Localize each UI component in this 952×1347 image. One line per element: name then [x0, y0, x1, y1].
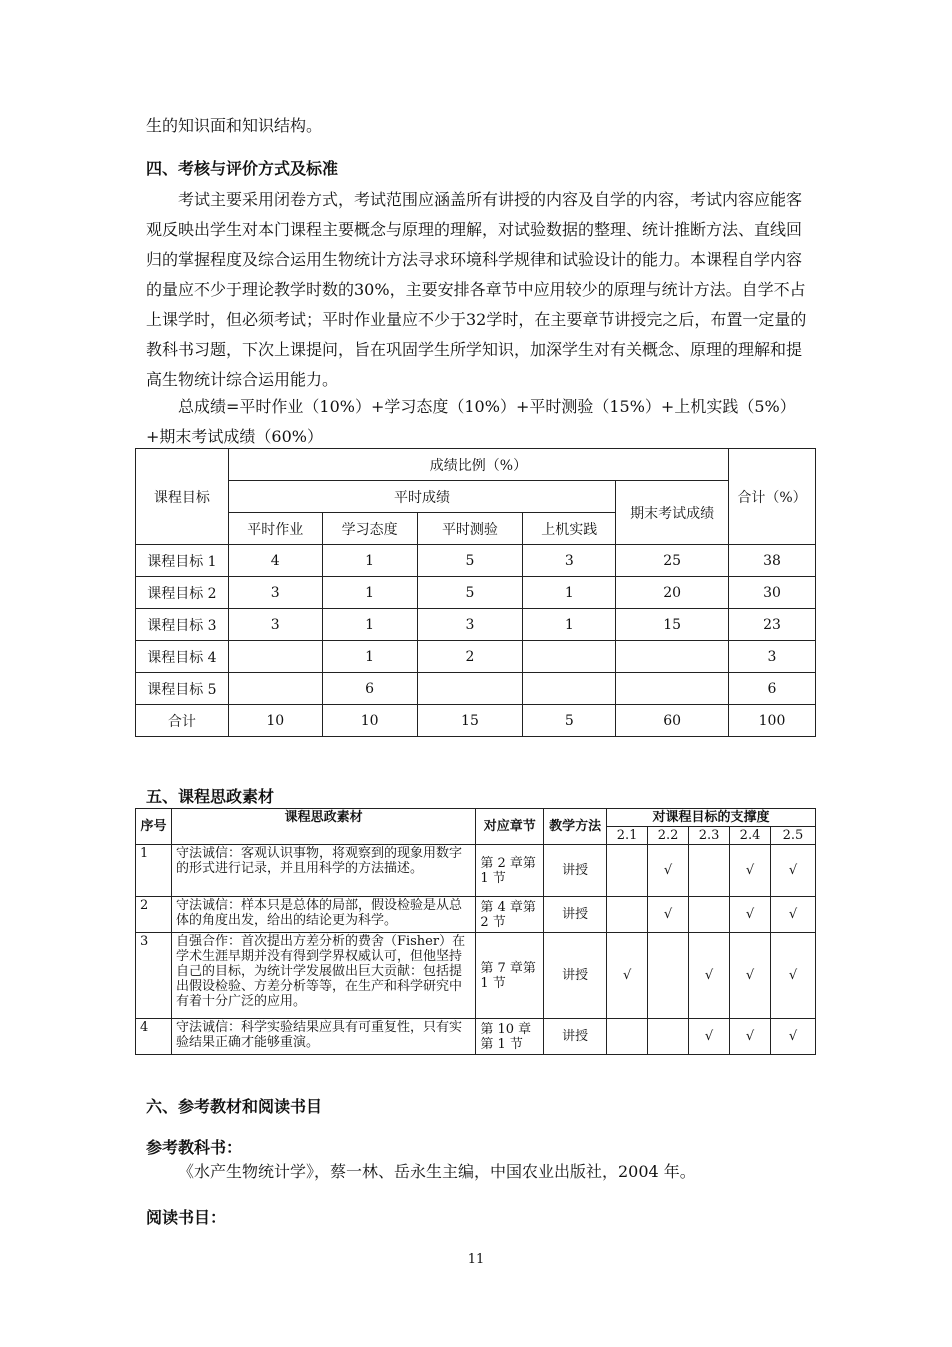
header-no: 序号 — [136, 809, 172, 845]
header-quiz: 平时测验 — [417, 513, 523, 545]
intro-fragment: 生的知识面和知识结构。 — [146, 116, 323, 135]
header-lab: 上机实践 — [523, 513, 616, 545]
textbook-entry: 《水产生物统计学》，蔡一林、岳永生主编，中国农业出版社，2004 年。 — [178, 1162, 696, 1181]
textbook-label: 参考教科书： — [146, 1138, 243, 1157]
header-final: 期末考试成绩 — [616, 481, 729, 545]
header-attitude: 学习态度 — [322, 513, 417, 545]
goal-col-2-4: 2.4 — [730, 827, 771, 845]
table-row: 1 守法诚信：客观认识事物，将观察到的现象用数字的形式进行记录，并且用科学的方法描述。 第 2 章第 1 节 讲授 √ √ √ — [136, 845, 816, 897]
table-row: 课程目标 3 3 1 3 1 15 23 — [136, 609, 816, 641]
table-row: 课程目标 4 1 2 3 — [136, 641, 816, 673]
header-material: 课程思政素材 — [171, 809, 475, 845]
table-row: 课程目标 5 6 6 — [136, 673, 816, 705]
reading-label: 阅读书目： — [146, 1208, 227, 1227]
goal-col-2-1: 2.1 — [607, 827, 648, 845]
section4-paragraph-1: 考试主要采用闭卷方式，考试范围应涵盖所有讲授的内容及自学的内容，考试内容应能客观反映出学生对本门课程主要概念与原理的理解，对试验数据的整理、统计推断方法、直线回归的掌握程度及综合运用生物统计方法寻求环境科学规律和试验设计的能力。本课程自学内容的量应不少于理论教学时数的30%，主要安排各章节中应用较少的原理与统计方法。自学不占上课学时，但必须考试；平时作业量应不少于32学时，在主要章节讲授完之后，布置一定量的教科书习题，下次上课提问，旨在巩固学生所学知识，加深学生对有关概念、原理的理解和提高生物统计综合运用能力。 — [146, 190, 807, 389]
header-total: 合计（%） — [729, 449, 816, 545]
header-support: 对课程目标的支撑度 — [607, 809, 816, 827]
header-method: 教学方法 — [544, 809, 607, 845]
table-row: 课程目标 1 4 1 5 3 25 38 — [136, 545, 816, 577]
table-row: 4 守法诚信：科学实验结果应具有可重复性，只有实验结果正确才能够重演。 第 10 章第 1 节 讲授 √ √ √ — [136, 1019, 816, 1055]
goal-col-2-5: 2.5 — [771, 827, 816, 845]
header-ratio: 成绩比例（%） — [228, 449, 728, 481]
table-row: 3 自强合作：首次提出方差分析的费舍（Fisher）在学术生涯早期并没有得到学界权威认可，但他坚持自己的目标，为统计学发展做出巨大贡献：包括提出假设检验、方差分析等等，在生产和科学研究中有着十分广泛的应用。 第 7 章第 1 节 讲授 √ √ √ √ — [136, 933, 816, 1019]
section5-title: 五、课程思政素材 — [146, 787, 275, 806]
ideology-table — [135, 808, 816, 1055]
header-goal: 课程目标 — [136, 449, 229, 545]
score-table — [135, 448, 816, 737]
page-number: 11 — [467, 1252, 485, 1267]
table-row: 2 守法诚信：样本只是总体的局部，假设检验是从总体的角度出发，给出的结论更为科学。 第 4 章第 2 节 讲授 √ √ √ — [136, 897, 816, 933]
header-usual: 平时成绩 — [228, 481, 615, 513]
goal-col-2-3: 2.3 — [689, 827, 730, 845]
goal-col-2-2: 2.2 — [648, 827, 689, 845]
header-homework: 平时作业 — [228, 513, 322, 545]
header-chapter: 对应章节 — [476, 809, 544, 845]
section4-title: 四、考核与评价方式及标准 — [146, 159, 339, 178]
table-row-total: 合计 10 10 15 5 60 100 — [136, 705, 816, 737]
table-row: 课程目标 2 3 1 5 1 20 30 — [136, 577, 816, 609]
section4-paragraph-2: 总成绩=平时作业（10%）+学习态度（10%）+平时测验（15%）+上机实践（5%）+期末考试成绩（60%） — [146, 397, 796, 446]
section6-title: 六、参考教材和阅读书目 — [146, 1097, 323, 1116]
